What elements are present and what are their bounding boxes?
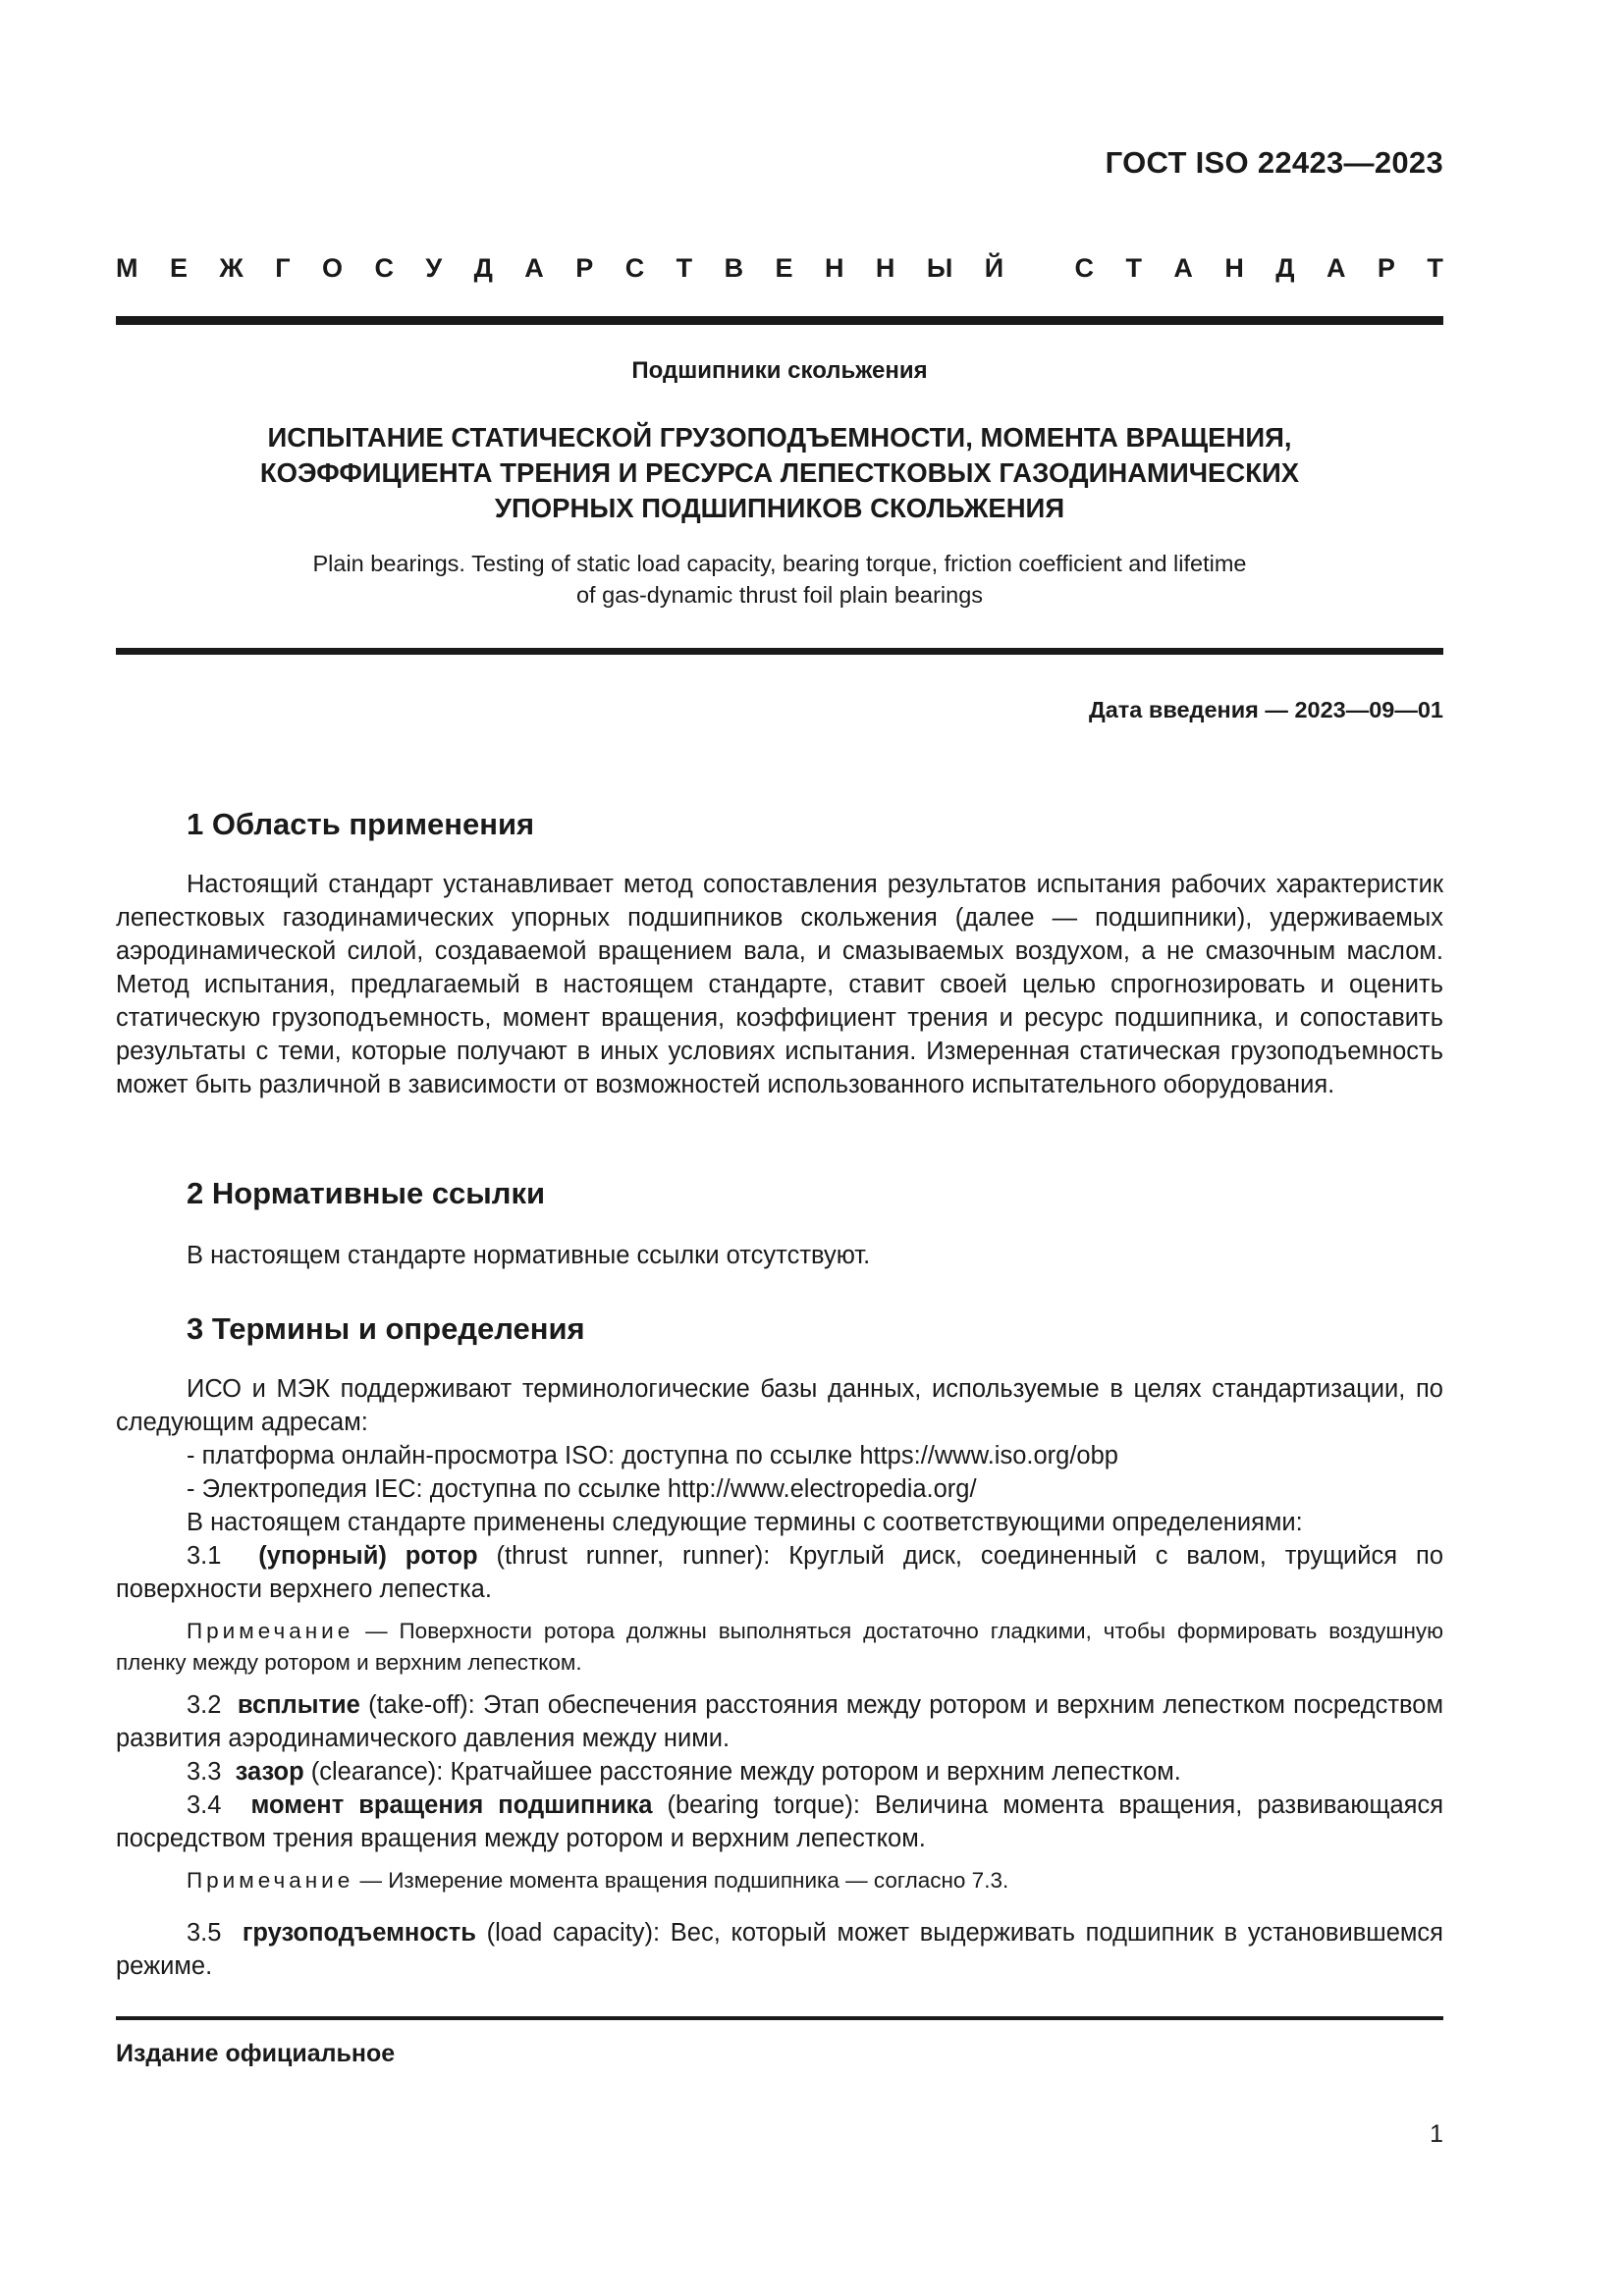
interstate-letter: О (321, 253, 343, 283)
page-number: 1 (1430, 2120, 1443, 2148)
term-number: 3.2 (187, 1691, 222, 1719)
english-title (116, 548, 1443, 611)
gost-code: ГОСТ ISO 22423—2023 (1105, 145, 1443, 180)
list-item: - Электропедия IEC: доступна по ссылке http://www.electropedia.org/ (187, 1475, 977, 1503)
interstate-letter: Т (676, 253, 693, 283)
interstate-letter: Р (1377, 253, 1395, 283)
official-edition-label: Издание официальное (116, 2040, 396, 2067)
section-3-intro: ИСО и МЭК поддерживают терминологические базы данных, используемые в целях стандартизации, по следующим адресам: (116, 1375, 1443, 1436)
interstate-letter: Н (1224, 253, 1244, 283)
main-title-line: ИСПЫТАНИЕ СТАТИЧЕСКОЙ ГРУЗОПОДЪЕМНОСТИ, МОМЕНТА ВРАЩЕНИЯ, (267, 422, 1292, 453)
note-text: — Измерение момента вращения подшипника — согласно 7.3. (353, 1868, 1009, 1893)
section-1-paragraph: Настоящий стандарт устанавливает метод сопоставления результатов испытания рабочих характеристик лепестковых газодинамических упорных подшипников скольжения (далее — подшипники), удерживаемых аэродинамической силой, создаваемой вращением вала, и смазываемых воздухом, а не смазочным маслом. Метод испытания, предлагаемый в настоящем стандарте, ставит своей целью спрогнозировать и оценить статическую грузоподъемность, момент вращения, коэффициент трения и ресурс подшипника, и сопоставить результаты с теми, которые получают в иных условиях испытания. Измеренная статическая грузоподъемность может быть различной в зависимости от возможностей использованного испытательного оборудования. (116, 871, 1443, 1098)
term-number: 3.1 (187, 1542, 222, 1570)
note-text: — Поверхности ротора должны выполняться достаточно гладкими, чтобы формировать воздушную пленку между ротором и верхним лепестком. (116, 1619, 1443, 1675)
term-name: грузоподъемность (242, 1919, 476, 1947)
section-2-paragraph: В настоящем стандарте нормативные ссылки отсутствуют. (187, 1242, 871, 1269)
term-number: 3.4 (187, 1791, 222, 1819)
interstate-letter: Н (824, 253, 844, 283)
english-title-line: Plain bearings. Testing of static load capacity, bearing torque, friction coefficient and lifetime (312, 551, 1247, 576)
term-number: 3.3 (187, 1758, 222, 1786)
term-3-1 (116, 1539, 1443, 1606)
note-label: Примечание (187, 1868, 354, 1893)
interstate-letter: Д (473, 253, 493, 283)
interstate-letter: Т (1427, 253, 1443, 283)
interstate-letter: С (624, 253, 645, 283)
main-title-line: УПОРНЫХ ПОДШИПНИКОВ СКОЛЬЖЕНИЯ (494, 493, 1065, 523)
subtitle: Подшипники скольжения (631, 357, 928, 384)
footer-rule (116, 2016, 1443, 2020)
term-definition: (thrust runner, runner): Круглый диск, соединенный с валом, трущийся по поверхности верхнего лепестка. (116, 1542, 1444, 1603)
interstate-letter: Ы (926, 253, 953, 283)
note-1 (116, 1616, 1443, 1679)
term-definition: (clearance): Кратчайшее расстояние между ротором и верхним лепестком. (303, 1758, 1181, 1786)
terms-intro: В настоящем стандарте применены следующие термины с соответствующими определениями: (187, 1509, 1303, 1536)
interstate-letter: Т (1125, 253, 1142, 283)
interstate-letter: Р (575, 253, 594, 283)
main-title-line: КОЭФФИЦИЕНТА ТРЕНИЯ И РЕСУРСА ЛЕПЕСТКОВЫХ ГАЗОДИНАМИЧЕСКИХ (259, 457, 1300, 488)
term-name: (упорный) ротор (258, 1542, 478, 1570)
section-1-heading: 1 Область применения (187, 807, 535, 841)
interstate-letter: В (724, 253, 744, 283)
main-title (116, 420, 1443, 526)
note-2 (116, 1865, 1443, 1896)
interstate-standard-label (116, 253, 1443, 284)
section-3-heading: 3 Термины и определения (187, 1311, 585, 1346)
term-definition: (take-off): Этап обеспечения расстояния между ротором и верхним лепестком посредством развития аэродинамического давления между ними. (116, 1691, 1444, 1752)
introduction-date: Дата введения — 2023—09—01 (1088, 697, 1443, 722)
term-name: всплытие (237, 1691, 360, 1719)
interstate-letter: А (1173, 253, 1193, 283)
header-rule (116, 316, 1443, 325)
interstate-letter: Г (275, 253, 291, 283)
term-3-4 (116, 1789, 1443, 1855)
interstate-letter: Й (984, 253, 1004, 283)
interstate-letter: Ж (219, 253, 244, 283)
interstate-letter: У (425, 253, 443, 283)
list-item: - платформа онлайн-просмотра ISO: доступна по ссылке https://www.iso.org/obp (187, 1442, 1118, 1469)
english-title-line: of gas-dynamic thrust foil plain bearings (575, 582, 984, 608)
term-number: 3.5 (187, 1919, 222, 1947)
interstate-letter: С (1074, 253, 1094, 283)
term-definition: (bearing torque): Величина момента вращения, развивающаяся посредством трения вращения между ротором и верхним лепестком. (116, 1791, 1443, 1852)
interstate-letter (1036, 253, 1044, 284)
interstate-letter: Е (169, 253, 188, 283)
term-name: момент вращения подшипника (250, 1791, 653, 1819)
term-3-3 (116, 1755, 1443, 1789)
interstate-letter: М (116, 253, 138, 283)
interstate-letter: С (374, 253, 394, 283)
interstate-letter: Д (1275, 253, 1295, 283)
term-name: зазор (235, 1758, 304, 1786)
section-2-heading: 2 Нормативные ссылки (187, 1176, 546, 1210)
interstate-letter: А (524, 253, 544, 283)
title-rule (116, 648, 1443, 655)
term-3-2 (116, 1688, 1443, 1755)
interstate-letter: Е (775, 253, 793, 283)
interstate-letter: Н (875, 253, 895, 283)
interstate-letter: А (1326, 253, 1346, 283)
term-definition: (load capacity): Вес, который может выдерживать подшипник в установившемся режиме. (116, 1919, 1443, 1980)
note-label: Примечание (187, 1619, 354, 1643)
term-3-5 (116, 1916, 1443, 1983)
